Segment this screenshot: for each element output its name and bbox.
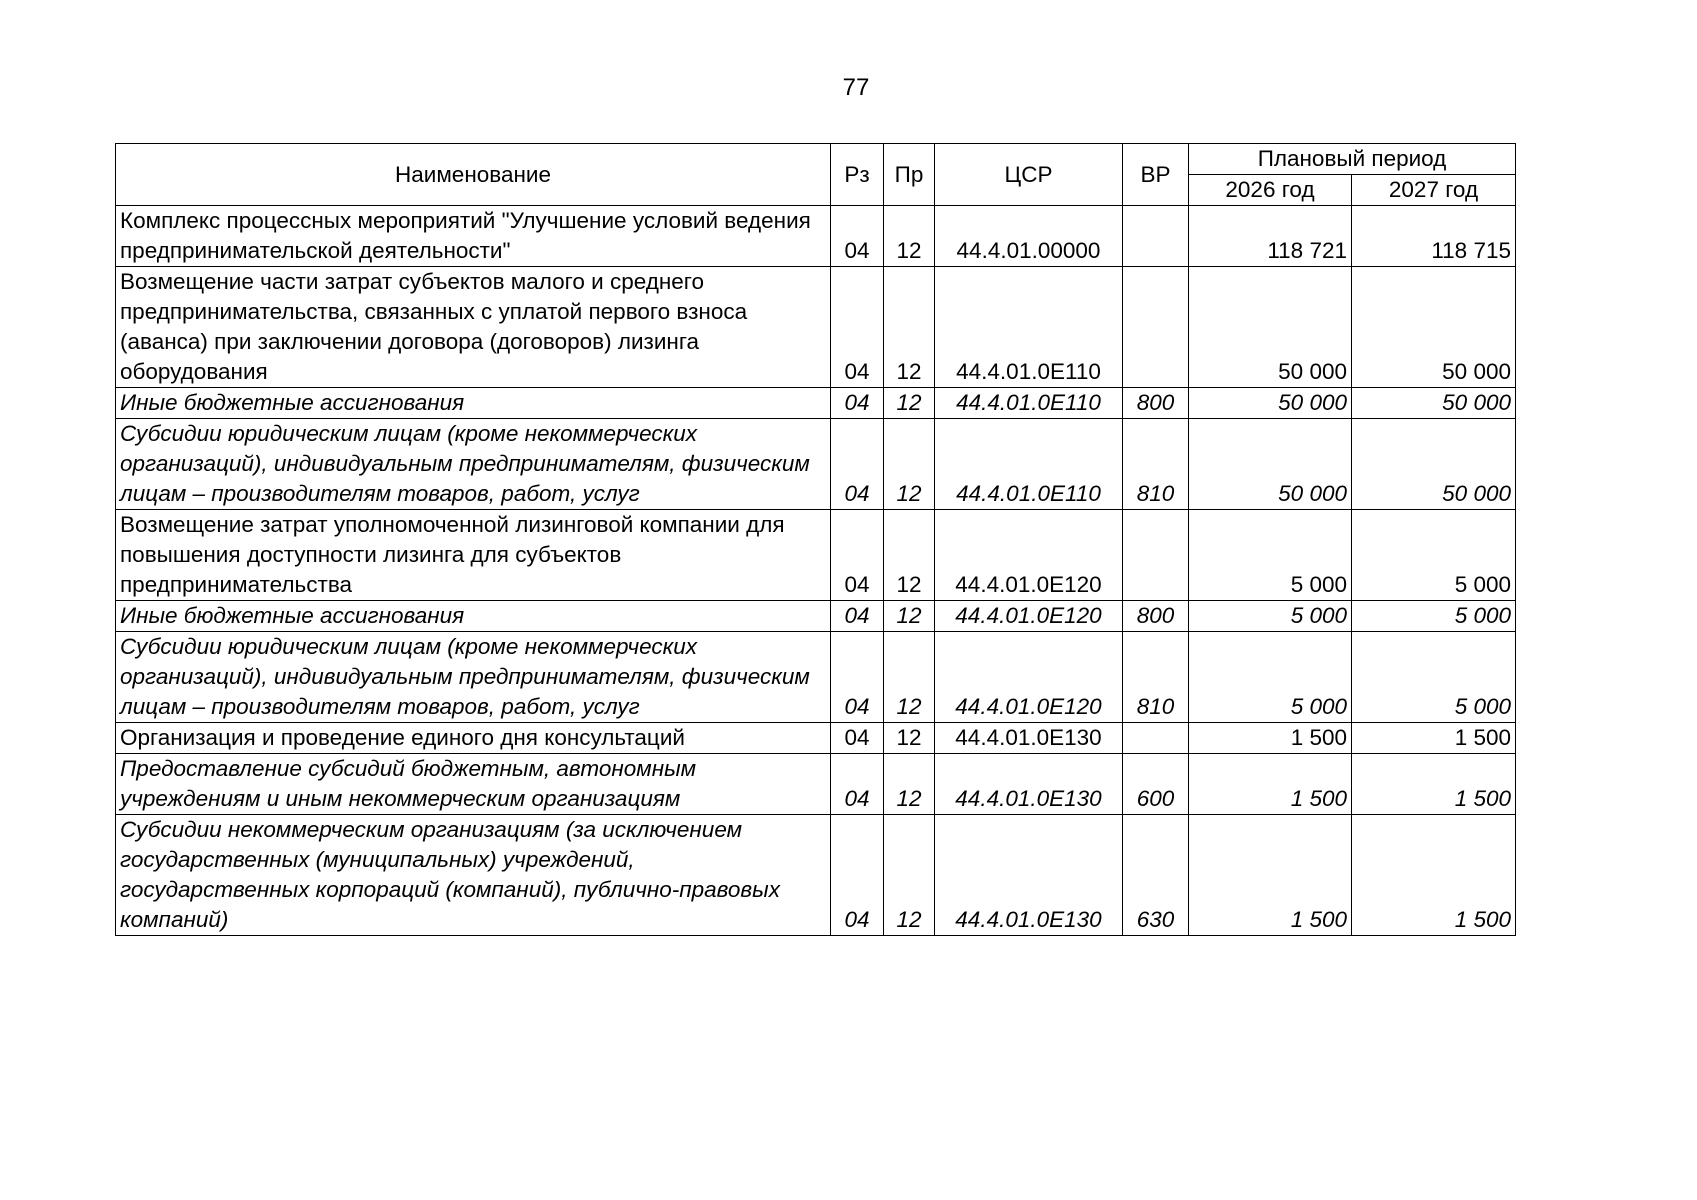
row-amount-2026: 50 000: [1189, 388, 1352, 419]
row-name: Комплекс процессных мероприятий "Улучшение условий ведения предпринимательской деятельности": [116, 206, 831, 267]
row-pr: 12: [884, 754, 935, 815]
row-vr: [1123, 510, 1189, 601]
row-vr: [1123, 267, 1189, 388]
row-amount-2027: 50 000: [1352, 388, 1516, 419]
header-vr: ВР: [1123, 144, 1189, 206]
row-csr: 44.4.01.0Е120: [935, 601, 1123, 632]
row-amount-2027: 1 500: [1352, 723, 1516, 754]
row-vr: 810: [1123, 419, 1189, 510]
row-rz: 04: [831, 723, 884, 754]
header-rz: Рз: [831, 144, 884, 206]
row-csr: 44.4.01.0Е120: [935, 510, 1123, 601]
row-rz: 04: [831, 419, 884, 510]
row-amount-2026: 5 000: [1189, 510, 1352, 601]
row-rz: 04: [831, 510, 884, 601]
row-amount-2026: 118 721: [1189, 206, 1352, 267]
table-row: [116, 815, 1516, 936]
row-pr: 12: [884, 267, 935, 388]
row-pr: 12: [884, 419, 935, 510]
header-planned-period: Плановый период: [1189, 144, 1516, 175]
table-row: [116, 267, 1516, 388]
row-vr: 600: [1123, 754, 1189, 815]
budget-table: [115, 143, 1516, 936]
row-pr: 12: [884, 632, 935, 723]
row-rz: 04: [831, 267, 884, 388]
row-vr: 800: [1123, 388, 1189, 419]
row-pr: 12: [884, 601, 935, 632]
row-pr: 12: [884, 723, 935, 754]
row-amount-2027: 1 500: [1352, 815, 1516, 936]
row-pr: 12: [884, 206, 935, 267]
row-amount-2026: 50 000: [1189, 267, 1352, 388]
row-csr: 44.4.01.0Е110: [935, 419, 1123, 510]
header-year-2027: 2027 год: [1352, 175, 1516, 206]
table-body: [116, 206, 1516, 936]
row-amount-2027: 50 000: [1352, 419, 1516, 510]
table-row: [116, 510, 1516, 601]
row-amount-2027: 5 000: [1352, 510, 1516, 601]
row-amount-2026: 1 500: [1189, 754, 1352, 815]
row-rz: 04: [831, 601, 884, 632]
row-name: Возмещение затрат уполномоченной лизинговой компании для повышения доступности лизинга для субъектов предпринимательства: [116, 510, 831, 601]
row-csr: 44.4.01.0Е130: [935, 723, 1123, 754]
header-name: Наименование: [116, 144, 831, 206]
row-name: Иные бюджетные ассигнования: [116, 601, 831, 632]
row-name: Субсидии юридическим лицам (кроме некоммерческих организаций), индивидуальным предпринимателям, физическим лицам – производителям товаров, работ, услуг: [116, 632, 831, 723]
row-rz: 04: [831, 388, 884, 419]
row-amount-2026: 5 000: [1189, 601, 1352, 632]
row-rz: 04: [831, 632, 884, 723]
header-year-2026: 2026 год: [1189, 175, 1352, 206]
row-csr: 44.4.01.0Е120: [935, 632, 1123, 723]
row-amount-2026: 1 500: [1189, 723, 1352, 754]
row-csr: 44.4.01.0Е110: [935, 267, 1123, 388]
table-row: [116, 206, 1516, 267]
row-vr: [1123, 723, 1189, 754]
row-amount-2026: 1 500: [1189, 815, 1352, 936]
row-name: Предоставление субсидий бюджетным, автономным учреждениям и иным некоммерческим организациям: [116, 754, 831, 815]
table-row: [116, 419, 1516, 510]
row-vr: 810: [1123, 632, 1189, 723]
row-amount-2026: 5 000: [1189, 632, 1352, 723]
table-row: [116, 388, 1516, 419]
row-pr: 12: [884, 388, 935, 419]
row-csr: 44.4.01.0Е130: [935, 754, 1123, 815]
row-name: Субсидии юридическим лицам (кроме некоммерческих организаций), индивидуальным предпринимателям, физическим лицам – производителям товаров, работ, услуг: [116, 419, 831, 510]
header-pr: Пр: [884, 144, 935, 206]
table-row: [116, 754, 1516, 815]
row-amount-2026: 50 000: [1189, 419, 1352, 510]
row-name: Возмещение части затрат субъектов малого и среднего предпринимательства, связанных с уплатой первого взноса (аванса) при заключении договора (договоров) лизинга оборудования: [116, 267, 831, 388]
row-rz: 04: [831, 754, 884, 815]
row-name: Организация и проведение единого дня консультаций: [116, 723, 831, 754]
row-pr: 12: [884, 815, 935, 936]
row-amount-2027: 5 000: [1352, 601, 1516, 632]
row-amount-2027: 5 000: [1352, 632, 1516, 723]
row-rz: 04: [831, 206, 884, 267]
page-number: 77: [842, 74, 870, 101]
row-name: Субсидии некоммерческим организациям (за исключением государственных (муниципальных) учреждений, государственных корпораций (компаний), публично-правовых компаний): [116, 815, 831, 936]
table-row: [116, 723, 1516, 754]
header-csr: ЦСР: [935, 144, 1123, 206]
row-amount-2027: 1 500: [1352, 754, 1516, 815]
table-row: [116, 632, 1516, 723]
row-csr: 44.4.01.0Е110: [935, 388, 1123, 419]
table-row: [116, 601, 1516, 632]
row-vr: [1123, 206, 1189, 267]
row-amount-2027: 118 715: [1352, 206, 1516, 267]
row-csr: 44.4.01.00000: [935, 206, 1123, 267]
row-vr: 800: [1123, 601, 1189, 632]
row-pr: 12: [884, 510, 935, 601]
row-rz: 04: [831, 815, 884, 936]
row-vr: 630: [1123, 815, 1189, 936]
row-csr: 44.4.01.0Е130: [935, 815, 1123, 936]
row-name: Иные бюджетные ассигнования: [116, 388, 831, 419]
row-amount-2027: 50 000: [1352, 267, 1516, 388]
